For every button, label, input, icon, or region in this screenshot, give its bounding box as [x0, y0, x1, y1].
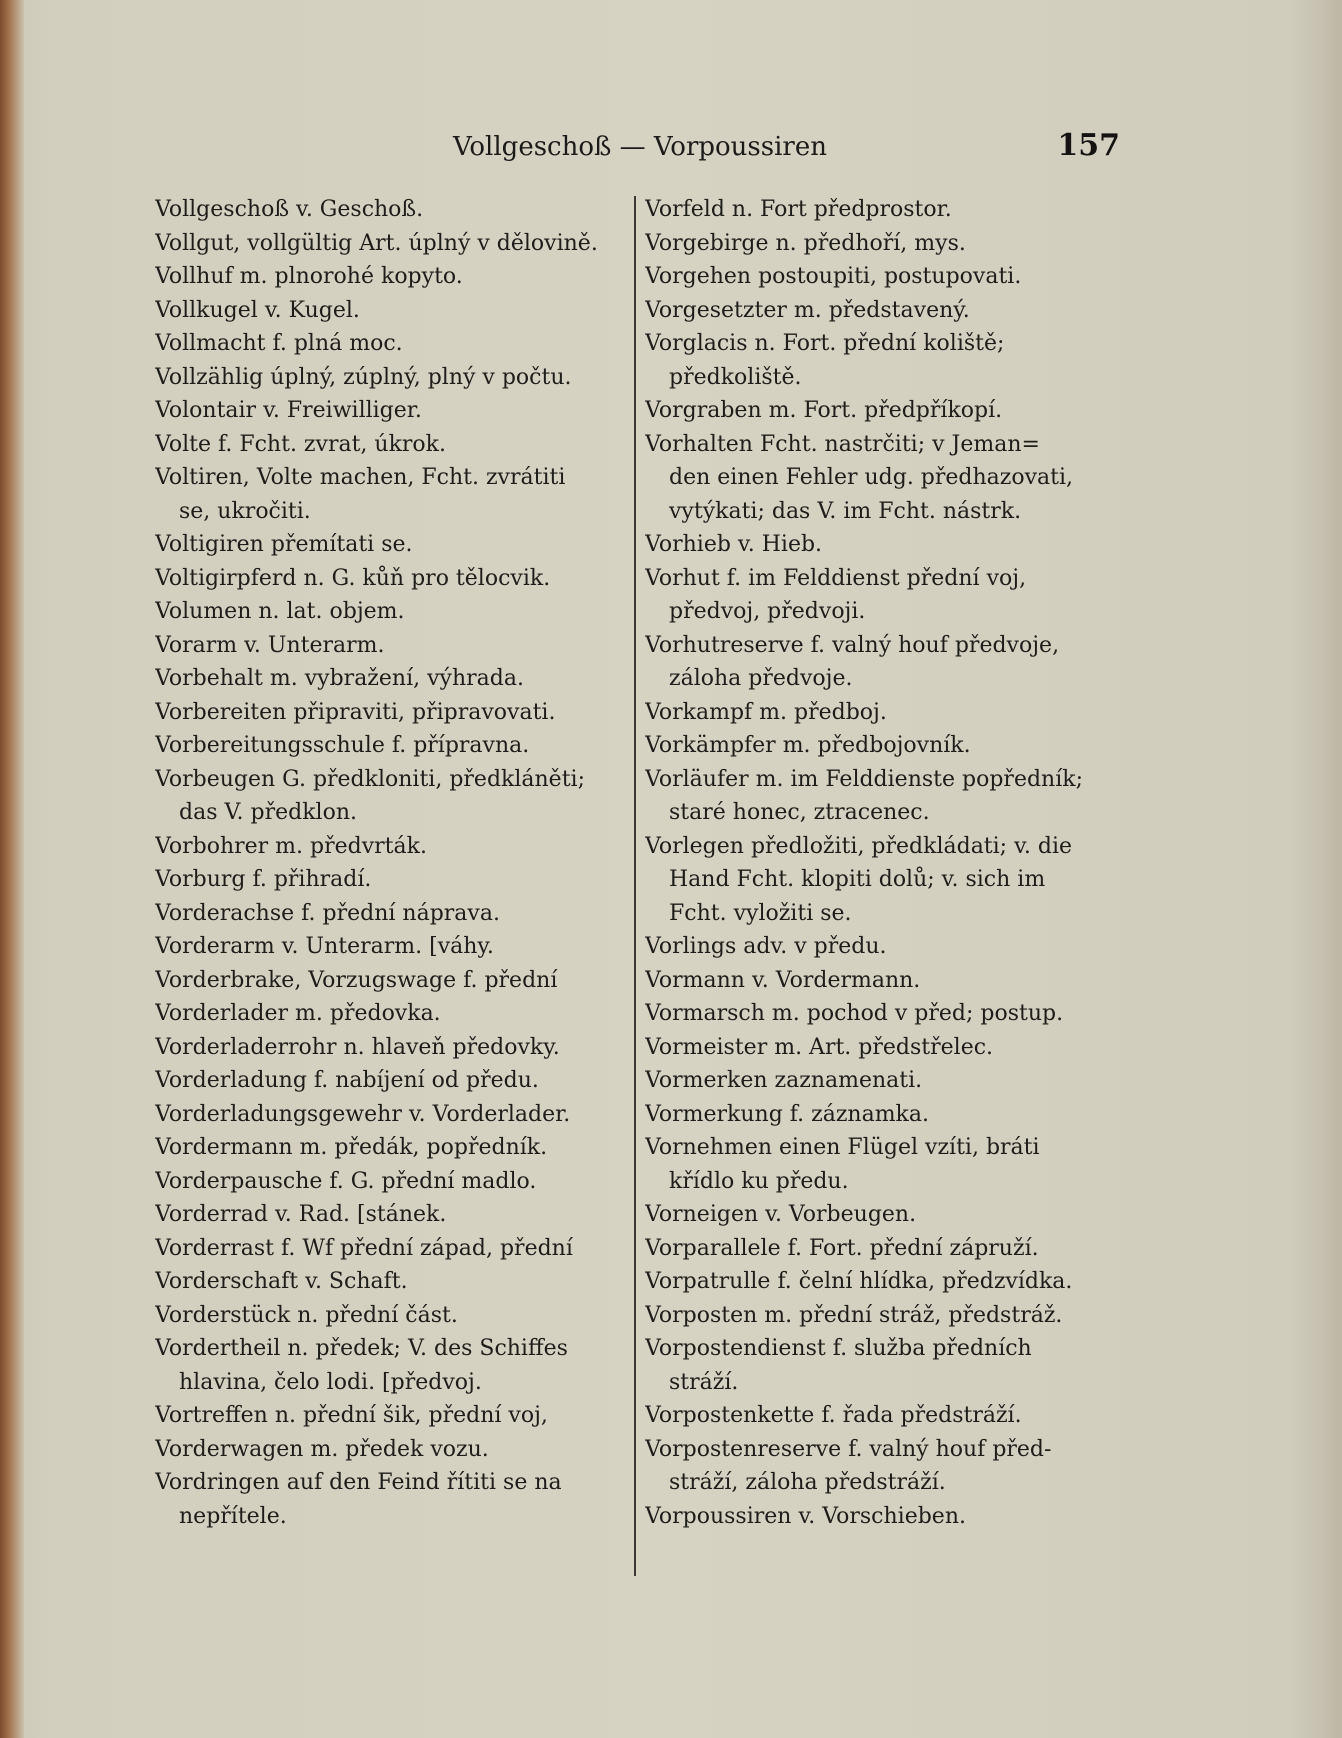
- dictionary-entry: Vorfeld n. Fort předprostor.: [645, 197, 952, 222]
- dictionary-entry: Vorbohrer m. předvrták.: [155, 833, 427, 859]
- dictionary-entry: Vorderrast f. Wf přední západ, přední: [155, 1235, 573, 1261]
- dictionary-entry: Vorderlader m. předovka.: [155, 1001, 441, 1026]
- dictionary-entry: Vollgut, vollgültig Art. úplný v dělovině.: [155, 230, 598, 256]
- dictionary-entry: Vollhuf m. plnorohé kopyto.: [155, 264, 463, 289]
- dictionary-entry: Volontair v. Freiwilliger.: [155, 398, 422, 423]
- dictionary-entry: Vorläufer m. im Felddienste popředník;: [645, 766, 1083, 792]
- dictionary-entry: Vorderwagen m. předek vozu.: [155, 1436, 489, 1462]
- dictionary-entry: Vorneigen v. Vorbeugen.: [645, 1202, 917, 1227]
- dictionary-entry: Vorkämpfer m. předbojovník.: [645, 733, 971, 758]
- right-column: [645, 193, 1115, 1533]
- dictionary-entry: Voltiren, Volte machen, Fcht. zvrátiti: [155, 465, 566, 490]
- dictionary-entry-continuation: nepřítele.: [179, 1503, 287, 1529]
- dictionary-entry-continuation: záloha předvoje.: [669, 666, 853, 691]
- dictionary-entry-continuation: Fcht. vyložiti se.: [669, 900, 852, 926]
- dictionary-entry: Vorpatrulle f. čelní hlídka, předzvídka.: [645, 1269, 1073, 1294]
- dictionary-entry: Vormerkung f. záznamka.: [645, 1101, 930, 1127]
- dictionary-entry: Vornehmen einen Flügel vzíti, bráti: [645, 1135, 1040, 1160]
- dictionary-entry: Vorbereitungsschule f. přípravna.: [155, 733, 530, 758]
- dictionary-entry: Vorderpausche f. G. přední madlo.: [155, 1168, 537, 1194]
- dictionary-entry: Vorderrad v. Rad. [stánek.: [155, 1202, 447, 1227]
- dictionary-entry-continuation: stráží, záloha předstráží.: [669, 1470, 946, 1495]
- dictionary-entry: Vordertheil n. předek; V. des Schiffes: [155, 1336, 568, 1361]
- dictionary-entry: Vorhutreserve f. valný houf předvoje,: [645, 632, 1060, 658]
- dictionary-entry: Vorderladerrohr n. hlaveň předovky.: [155, 1034, 560, 1060]
- dictionary-entry: Vorpostenkette f. řada předstráží.: [645, 1403, 1022, 1428]
- dictionary-entry-continuation: stráží.: [669, 1369, 739, 1395]
- dictionary-entry: Vorglacis n. Fort. přední koliště;: [645, 331, 1005, 356]
- dictionary-entry: Voltigiren přemítati se.: [155, 532, 413, 557]
- dictionary-entry: Vorparallele f. Fort. přední zápruží.: [645, 1235, 1039, 1261]
- dictionary-entry: Vortreffen n. přední šik, přední voj,: [155, 1403, 548, 1428]
- dictionary-entry: Vorkampf m. předboj.: [645, 699, 887, 725]
- dictionary-entry-continuation: hlavina, čelo lodi. [předvoj.: [179, 1369, 482, 1395]
- dictionary-entry-continuation: vytýkati; das V. im Fcht. nástrk.: [669, 498, 1022, 524]
- dictionary-entry: Vorarm v. Unterarm.: [155, 632, 385, 658]
- dictionary-entry-continuation: das V. předklon.: [179, 800, 357, 825]
- dictionary-entry: Vorlegen předložiti, předkládati; v. die: [645, 833, 1073, 859]
- dictionary-entry: Vorderladung f. nabíjení od předu.: [155, 1068, 539, 1093]
- dictionary-entry: Vorlings adv. v předu.: [645, 934, 887, 959]
- running-head: Vollgeschoß — Vorpoussiren: [453, 132, 827, 162]
- dictionary-entry: Vormarsch m. pochod v před; postup.: [645, 1001, 1064, 1026]
- page-number: 157: [1057, 128, 1120, 163]
- dictionary-entry: Vorbehalt m. vybražení, výhrada.: [155, 666, 524, 691]
- dictionary-entry: Vorpostenreserve f. valný houf před-: [645, 1436, 1052, 1462]
- dictionary-entry: Vollgeschoß v. Geschoß.: [155, 197, 424, 222]
- dictionary-entry: Vorpoussiren v. Vorschieben.: [645, 1503, 966, 1529]
- dictionary-entry: Vorhieb v. Hieb.: [645, 532, 823, 557]
- dictionary-entry: Vorgesetzter m. představený.: [645, 297, 970, 323]
- dictionary-entry: Vorbereiten připraviti, připravovati.: [155, 699, 556, 725]
- dictionary-entry: Vollmacht f. plná moc.: [155, 331, 403, 356]
- dictionary-entry: Vormann v. Vordermann.: [645, 967, 921, 993]
- dictionary-entry: Vorderachse f. přední náprava.: [155, 900, 500, 926]
- dictionary-entry: Vorgraben m. Fort. předpříkopí.: [645, 398, 1003, 423]
- dictionary-entry: Vorderstück n. přední část.: [155, 1302, 458, 1328]
- dictionary-entry: Voltigirpferd n. G. kůň pro tělocvik.: [155, 565, 551, 591]
- dictionary-entry-continuation: předkoliště.: [669, 364, 802, 390]
- dictionary-entry-continuation: den einen Fehler udg. předhazovati,: [669, 465, 1074, 490]
- dictionary-entry: Volte f. Fcht. zvrat, úkrok.: [155, 431, 446, 457]
- dictionary-entry: Vorderbrake, Vorzugswage f. přední: [155, 967, 558, 993]
- dictionary-entry-continuation: křídlo ku předu.: [669, 1168, 849, 1194]
- column-divider: [634, 196, 636, 1576]
- dictionary-entry-continuation: Hand Fcht. klopiti dolů; v. sich im: [669, 867, 1046, 892]
- dictionary-entry: Vorderarm v. Unterarm. [váhy.: [155, 934, 494, 959]
- dictionary-entry: Volumen n. lat. objem.: [155, 599, 405, 624]
- dictionary-entry: Vorposten m. přední stráž, předstráž.: [645, 1302, 1063, 1328]
- dictionary-entry: Vorgebirge n. předhoří, mys.: [645, 230, 966, 256]
- dictionary-entry: Vordermann m. předák, popředník.: [155, 1135, 548, 1160]
- dictionary-entry-continuation: staré honec, ztracenec.: [669, 800, 930, 825]
- book-spine-edge: [0, 0, 24, 1738]
- dictionary-entry: Vormerken zaznamenati.: [645, 1068, 923, 1093]
- dictionary-entry: Vormeister m. Art. předstřelec.: [645, 1034, 994, 1060]
- dictionary-entry: Vorburg f. přihradí.: [155, 867, 372, 892]
- dictionary-entry: Vordringen auf den Feind řítiti se na: [155, 1470, 562, 1495]
- dictionary-entry-continuation: předvoj, předvoji.: [669, 599, 866, 624]
- page-header: [160, 128, 1120, 168]
- dictionary-entry: Vorgehen postoupiti, postupovati.: [645, 264, 1022, 289]
- dictionary-entry: Vorbeugen G. předkloniti, předkláněti;: [155, 766, 585, 792]
- dictionary-entry: Vorderladungsgewehr v. Vorderlader.: [155, 1101, 571, 1127]
- dictionary-entry: Vollzählig úplný, zúplný, plný v počtu.: [155, 364, 572, 390]
- dictionary-entry-continuation: se, ukročiti.: [179, 498, 311, 524]
- dictionary-entry: Vorhalten Fcht. nastrčiti; v Jeman=: [645, 431, 1040, 457]
- dictionary-entry: Vorpostendienst f. služba předních: [645, 1336, 1032, 1361]
- dictionary-entry: Vorderschaft v. Schaft.: [155, 1269, 408, 1294]
- dictionary-entry: Vollkugel v. Kugel.: [155, 297, 360, 323]
- dictionary-entry: Vorhut f. im Felddienst přední voj,: [645, 565, 1027, 591]
- left-column: [155, 193, 623, 1533]
